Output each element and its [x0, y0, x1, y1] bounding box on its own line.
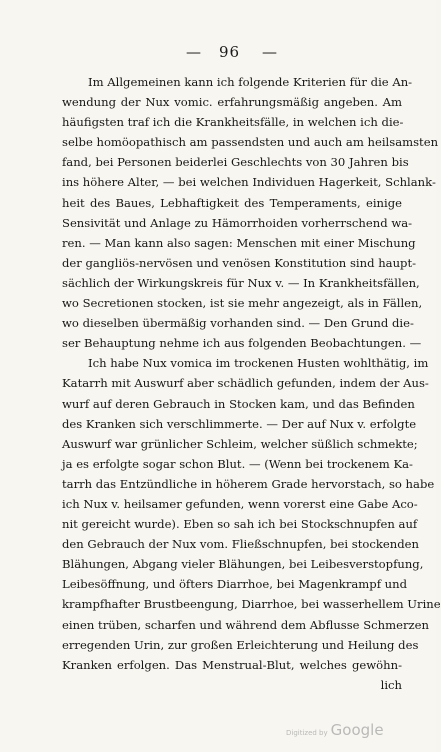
text-line: des Kranken sich verschlimmerte. — Der auf Nux v. erfolgte: [62, 416, 417, 431]
text-line: sächlich der Wirkungskreis für Nux v. — In Krankheitsfällen,: [62, 275, 420, 290]
header-dash-left: —: [186, 43, 201, 61]
text-line: Sensivität und Anlage zu Hämorrhoiden vorherrschend wa-: [62, 215, 413, 230]
text-line: Kranken erfolgen. Das Menstrual-Blut, welches gewöhn-: [62, 657, 402, 672]
page-number: 96: [219, 43, 241, 61]
text-line: selbe homöopathisch am passendsten und auch am heilsamsten: [62, 135, 439, 150]
text-line: ins höhere Alter, — bei welchen Individuen Hagerkeit, Schlank-: [62, 175, 436, 190]
text-line: der gangliös-nervösen und venösen Konstitution sind haupt-: [62, 255, 417, 270]
text-line: heit des Baues, Lebhaftigkeit des Temperaments, einige: [62, 195, 402, 210]
body-text: [62, 72, 441, 695]
text-line: wendung der Nux vomic. erfahrungsmäßig angeben. Am: [62, 95, 402, 110]
watermark-prefix: Digitized by: [286, 729, 328, 737]
text-line: nit gereicht wurde). Eben so sah ich bei Stockschnupfen auf: [62, 517, 418, 532]
text-line: ser Behauptung nehme ich aus folgenden Beobachtungen. —: [62, 336, 422, 351]
google-logo: Google: [330, 721, 384, 739]
text-line: ich Nux v. heilsamer gefunden, wenn vorerst eine Gabe Aco-: [62, 496, 418, 511]
text-line: wo dieselben übermäßig vorhanden sind. — Den Grund die-: [62, 316, 414, 331]
text-line: Katarrh mit Auswurf aber schädlich gefunden, indem der Aus-: [62, 376, 429, 391]
text-line: Ich habe Nux vomica im trockenen Husten wohlthätig, im: [88, 356, 429, 371]
text-line: Im Allgemeinen kann ich folgende Kriterien für die An-: [88, 75, 413, 89]
text-line: Blähungen, Abgang vieler Blähungen, bei Leibesverstopfung,: [62, 557, 424, 572]
text-line: wo Secretionen stocken, ist sie mehr angezeigt, als in Fällen,: [62, 296, 423, 311]
text-line: lich: [380, 677, 402, 692]
text-line: den Gebrauch der Nux vom. Fließschnupfen, bei stockenden: [62, 537, 419, 552]
header-dash-right: —: [262, 43, 277, 61]
text-line: Auswurf war grünlicher Schleim, welcher süßlich schmekte;: [62, 436, 418, 451]
text-line: Leibesöffnung, und öfters Diarrhoe, bei Magenkrampf und: [62, 577, 408, 592]
text-line: häufigsten traf ich die Krankheitsfälle, in welchen ich die-: [62, 115, 404, 130]
digitization-watermark: [286, 720, 384, 739]
text-line: ren. — Man kann also sagen: Menschen mit einer Mischung: [62, 235, 416, 250]
text-line: tarrh das Entzündliche in höherem Grade hervorstach, so habe: [62, 476, 435, 491]
text-line: krampfhafter Brustbeengung, Diarrhoe, bei wasserhellem Urine: [62, 597, 441, 612]
text-line: erregenden Urin, zur großen Erleichterung und Heilung des: [62, 637, 419, 652]
text-line: fand, bei Personen beiderlei Geschlechts von 30 Jahren bis: [62, 155, 409, 170]
text-line: ja es erfolgte sogar schon Blut. — (Wenn bei trockenem Ka-: [62, 456, 413, 471]
text-line: einen trüben, scharfen und während dem Abflusse Schmerzen: [62, 617, 429, 632]
text-line: wurf auf deren Gebrauch in Stocken kam, und das Befinden: [62, 396, 415, 411]
